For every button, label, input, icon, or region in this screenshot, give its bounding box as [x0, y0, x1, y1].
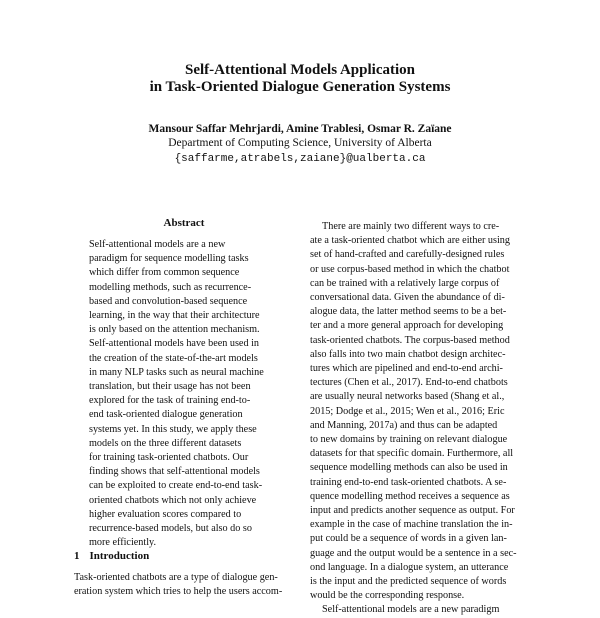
- body-line: and Manning, 2017a) and thus can be adapted: [310, 419, 498, 431]
- title-line-2: in Task-Oriented Dialogue Generation Systems: [149, 79, 451, 95]
- body-line: eration system which tries to help the users accom-: [74, 586, 283, 598]
- body-line: sequence modelling methods can also be used in: [310, 462, 508, 474]
- abstract-line: systems yet. In this study, we apply these: [89, 423, 257, 435]
- abstract-line: can be exploited to create end-to-end task-: [89, 480, 263, 492]
- body-line: tures which are pipelined and end-to-end archi-: [310, 363, 503, 375]
- email-text: {saffarme,atrabels,zaiane}@ualberta.ca: [174, 153, 426, 165]
- body-line: ate a task-oriented chatbot which are either using: [310, 235, 510, 247]
- abstract-line: learning, in the way that their architecture: [89, 310, 260, 322]
- body-line: input and predicts another sequence as output. For: [310, 505, 515, 517]
- introduction-body: [74, 571, 296, 599]
- body-line: 2015; Dodge et al., 2015; Wen et al., 2016; Eric: [310, 405, 505, 417]
- abstract-line: recurrence-based models, but also do so: [89, 523, 252, 535]
- abstract-line: finding shows that self-attentional models: [89, 466, 260, 478]
- body-line: tectures (Chen et al., 2017). End-to-end chatbots: [310, 377, 508, 389]
- body-line: Task-oriented chatbots are a type of dialogue gen-: [74, 572, 278, 583]
- abstract-line: in many NLP tasks such as neural machine: [89, 366, 264, 378]
- abstract-line: is only based on the attention mechanism.: [89, 324, 260, 336]
- section-number: 1: [74, 550, 80, 562]
- body-line: datasets for that specific domain. Furthermore, all: [310, 448, 514, 460]
- abstract-line: Self-attentional models have been used in: [89, 338, 260, 350]
- body-line: can be trained with a relatively large corpus of: [310, 277, 500, 289]
- right-column-body: [310, 220, 532, 618]
- body-line: quence modelling method receives a sequence as: [310, 490, 510, 502]
- body-line: task-oriented chatbots. The corpus-based method: [310, 334, 510, 346]
- abstract-line: more efficiently.: [89, 537, 157, 549]
- title-line-1: Self-Attentional Models Application: [184, 62, 415, 78]
- body-line: Self-attentional models are a new paradigm: [322, 604, 500, 616]
- body-line: alogue data, the latter method seems to be a bet-: [310, 306, 507, 318]
- authors: Mansour Saffar Mehrjardi, Amine Trablesi, Osmar R. Zaïane: [148, 123, 452, 135]
- body-line: or use corpus-based method in which the chatbot: [310, 263, 510, 275]
- abstract-line: models on the three different datasets: [89, 437, 242, 449]
- body-line: example in the case of machine translation the in-: [310, 519, 513, 531]
- body-line: training end-to-end task-oriented chatbots. A se-: [310, 476, 507, 488]
- abstract-line: translation, but their usage has not been: [89, 381, 251, 393]
- body-line: is the input and the predicted sequence of words: [310, 576, 507, 588]
- abstract-line: paradigm for sequence modelling tasks: [89, 253, 249, 265]
- body-line: set of hand-crafted and carefully-designed rules: [310, 249, 505, 261]
- abstract-line: for training task-oriented chatbots. Our: [89, 452, 249, 464]
- body-line: are usually neural networks based (Shang et al.,: [310, 391, 505, 403]
- section-title: Introduction: [89, 550, 150, 562]
- abstract-body: [89, 238, 279, 550]
- body-line: put could be a sequence of words in a given lan-: [310, 533, 507, 545]
- affiliation: Department of Computing Science, University of Alberta: [168, 137, 432, 149]
- abstract-line: higher evaluation scores compared to: [89, 508, 242, 520]
- abstract-line: which differ from common sequence: [89, 267, 240, 279]
- abstract-line: end task-oriented dialogue generation: [89, 409, 243, 421]
- body-line: to new domains by training on relevant dialogue: [310, 434, 508, 446]
- abstract-line: oriented chatbots which not only achieve: [89, 494, 257, 506]
- body-line: guage and the output would be a sentence in a sec-: [310, 547, 517, 559]
- section-heading-introduction: [74, 550, 294, 563]
- body-line: ond language. In a dialogue system, an utterance: [310, 561, 509, 573]
- body-line: ter and a more general approach for developing: [310, 320, 504, 332]
- body-line: conversational data. Given the abundance of di-: [310, 292, 505, 304]
- abstract-line: modelling methods, such as recurrence-: [89, 281, 252, 293]
- abstract-line: Self-attentional models are a new: [89, 239, 226, 250]
- abstract-line: based and convolution-based sequence: [89, 295, 248, 307]
- abstract-line: the creation of the state-of-the-art models: [89, 352, 258, 364]
- abstract-heading: Abstract: [163, 217, 205, 229]
- body-line: There are mainly two different ways to cre-: [322, 221, 500, 232]
- body-line: also falls into two main chatbot design architec-: [310, 348, 506, 360]
- author-emails: [0, 151, 600, 166]
- body-line: would be the corresponding response.: [310, 590, 465, 602]
- abstract-line: explored for the task of training end-to-: [89, 395, 251, 407]
- paper-title: [0, 62, 600, 96]
